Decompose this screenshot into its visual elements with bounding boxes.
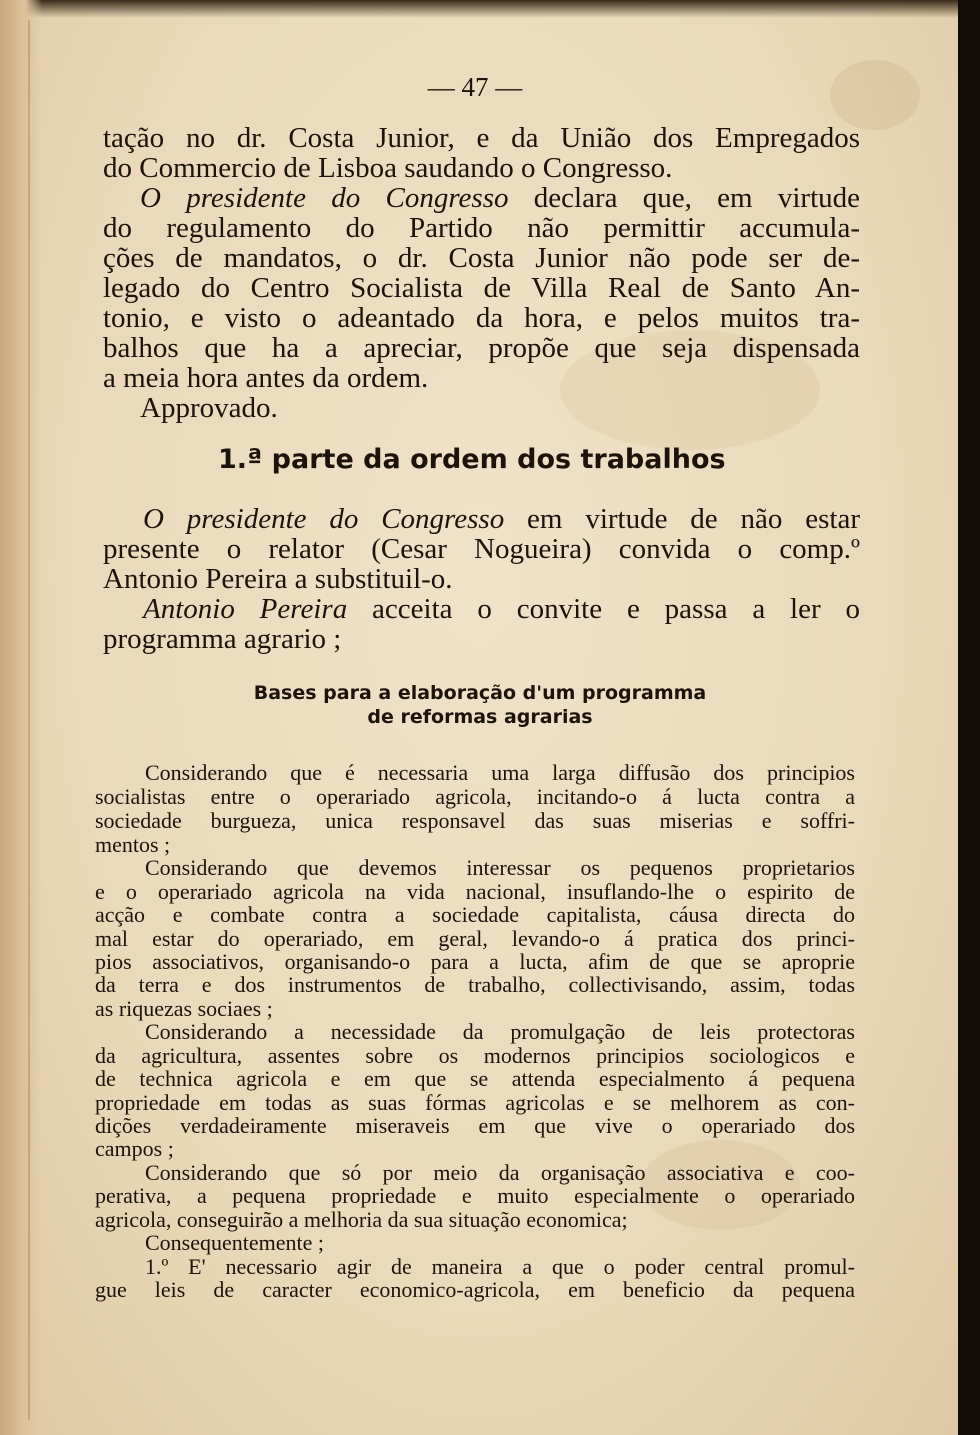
section-heading: 1.ª parte da ordem dos trabalhos	[218, 444, 726, 475]
programme-line: socialistas entre o operariado agricola, incitando-o á lucta contra a	[95, 784, 855, 809]
text-line	[143, 593, 860, 626]
text-fragment: em virtude de não estar	[504, 503, 860, 535]
programme-line: Considerando a necessidade da promulgação de leis protectoras	[145, 1019, 855, 1044]
text-fragment: acceita o convite e passa a ler o	[347, 593, 860, 625]
programme-line: acção e combate contra a sociedade capitalista, cáusa directa do	[95, 902, 855, 927]
programme-line: propriedade em todas as suas fórmas agricolas e se melhorem as con-	[95, 1090, 855, 1115]
programme-line: as riquezas sociaes ;	[95, 996, 273, 1021]
text-fragment: declara que, em virtude	[508, 182, 860, 214]
text-line: do Commercio de Lisboa saudando o Congresso.	[103, 152, 673, 184]
programme-line: dições verdadeiramente miseraveis em que vive o operariado dos	[95, 1113, 855, 1138]
approved-note: Approvado.	[140, 392, 278, 424]
text-line	[140, 182, 860, 215]
programme-line: Consequentemente ;	[145, 1230, 325, 1255]
programme-line: da agricultura, assentes sobre os modernos principios sociologicos e	[95, 1043, 855, 1068]
text-line: tonio, e visto o adeantado da hora, e pelos muitos tra-	[103, 302, 860, 334]
programme-line: Considerando que é necessaria uma larga diffusão dos principios	[145, 760, 855, 785]
programme-line: e o operariado agricola na vida nacional, insuflando-lhe o espirito de	[95, 879, 855, 904]
programme-line: de technica agricola e em que se attenda especialmento á pequena	[95, 1066, 855, 1091]
programme-title: de reformas agrarias	[367, 706, 593, 728]
programme-line: sociedade burgueza, unica responsavel das suas miserias e soffri-	[95, 808, 855, 833]
programme-line: mal estar do operariado, em geral, levando-o á pratica dos princi-	[95, 926, 855, 951]
speaker-name: Antonio Pereira	[143, 593, 348, 625]
scanner-backdrop	[955, 0, 980, 1435]
text-line: legado do Centro Socialista de Villa Real de Santo An-	[103, 272, 860, 304]
text-line: Antonio Pereira a substituil-o.	[103, 563, 453, 595]
speaker-name: O presidente do Congresso	[143, 503, 505, 535]
text-line	[143, 503, 860, 536]
programme-line: 1.º E' necessario agir de maneira a que o poder central promul-	[145, 1254, 855, 1279]
binding-fold-line	[28, 20, 30, 1420]
text-line: programma agrario ;	[103, 623, 342, 655]
binding-shadow	[0, 0, 42, 1435]
text-line: do regulamento do Partido não permittir accumula-	[103, 212, 860, 244]
programme-line: mentos ;	[95, 832, 171, 857]
page-number: — 47 —	[427, 72, 523, 102]
programme-line: perativa, a pequena propriedade e muito especialmente o operariado	[95, 1183, 855, 1208]
text-line: presente o relator (Cesar Nogueira) convida o comp.º	[103, 533, 860, 565]
programme-line: Considerando que só por meio da organisação associativa e coo-	[145, 1160, 855, 1185]
text-line: balhos que ha a apreciar, propõe que seja dispensada	[103, 332, 860, 364]
programme-line: Considerando que devemos interessar os pequenos proprietarios	[145, 855, 855, 880]
speaker-name: O presidente do Congresso	[140, 182, 509, 214]
top-edge-shadow	[0, 0, 958, 18]
programme-line: pios associativos, organisando-o para a lucta, afim de que se aproprie	[95, 949, 855, 974]
paper-stain	[830, 60, 920, 130]
text-line: a meia hora antes da ordem.	[103, 362, 429, 394]
programme-line: campos ;	[95, 1136, 174, 1161]
programme-title: Bases para a elaboração d'um programma	[253, 682, 707, 704]
text-line: tação no dr. Costa Junior, e da União dos Empregados	[103, 122, 860, 154]
text-line: ções de mandatos, o dr. Costa Junior não pode ser de-	[103, 242, 860, 274]
programme-line: da terra e dos instrumentos de trabalho, collectivisando, assim, todas	[95, 972, 855, 997]
programme-line: gue leis de caracter economico-agricola, em beneficio da pequena	[95, 1277, 855, 1302]
programme-line: agricola, conseguirão a melhoria da sua situação economica;	[95, 1207, 628, 1232]
